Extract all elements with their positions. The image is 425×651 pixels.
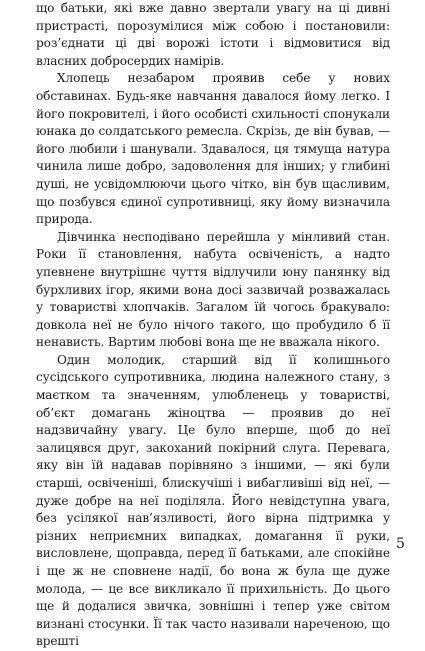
page-number: 5 xyxy=(396,536,405,552)
document-page xyxy=(36,0,390,651)
paragraph-2: Хлопець незабаром проявив себе у нових обставинах. Будь-яке навчання давалося йому легко. І його покровителі, і його особисті схильності спонукали юнака до солдатського ремесла. Скрізь, де він бував, — його любили і шанували. Здавалося, ця тямуща натура чинила лише добро, задоволення для інших; у глибині душі, не усвідомлюючи цього чітко, він був щасливим, що позбувся єдиної супротивниці, яку йому визначила природа. xyxy=(36,71,390,227)
paragraph-3: Дівчинка несподівано перейшла у мінливий стан. Роки її становлення, набута освіченість, а надто упевнене внутрішнє чуття відлучили юну панянку від бурхливих ігор, якими вона досі зазвичай розважалась у товаристві хлопчаків. Загалом їй чогось бракувало: довкола неї не було нічого такого, що пробудило б її ненависть. Вартим любові вона ще не вважала нікого. xyxy=(36,229,390,350)
paragraph-4: Один молодик, старший від її колишнього сусідського супротивника, людина належного стану, з маєтком та значенням, улюбленець у товаристві, об’єкт домагань жіноцтва — проявив до неї надзвичайну увагу. Це було вперше, щоб до неї залицявся друг, закоханий покірний слуга. Перевага, яку він їй надавав порівняно з іншими, — які були старші, освіченіші, блискучіші і вибагливіші від неї, — дуже добре на неї поділяла. Його невідступна увага, без усілякої нав’язливості, його вірна підтримка у різних неприємних випадках, домагання її руки, висловлене, щоправда, перед її батьками, але спокійне і ще ж не сповнене надії, бо вона ж була ще дуже молода, — це все викликало її прихильність. До цього ще й додалися звичка, зовнішні і тепер уже світом визнані стосунки. Її так часто називали нареченою, що врешті xyxy=(36,352,390,649)
paragraph-1: що батьки, які вже давно звертали увагу на ці дивні пристрасті, порозумілися між собою і постановили: роз’єднати ці дві ворожі істоти і відмовитися від власних добросердих намірів. xyxy=(36,1,390,68)
